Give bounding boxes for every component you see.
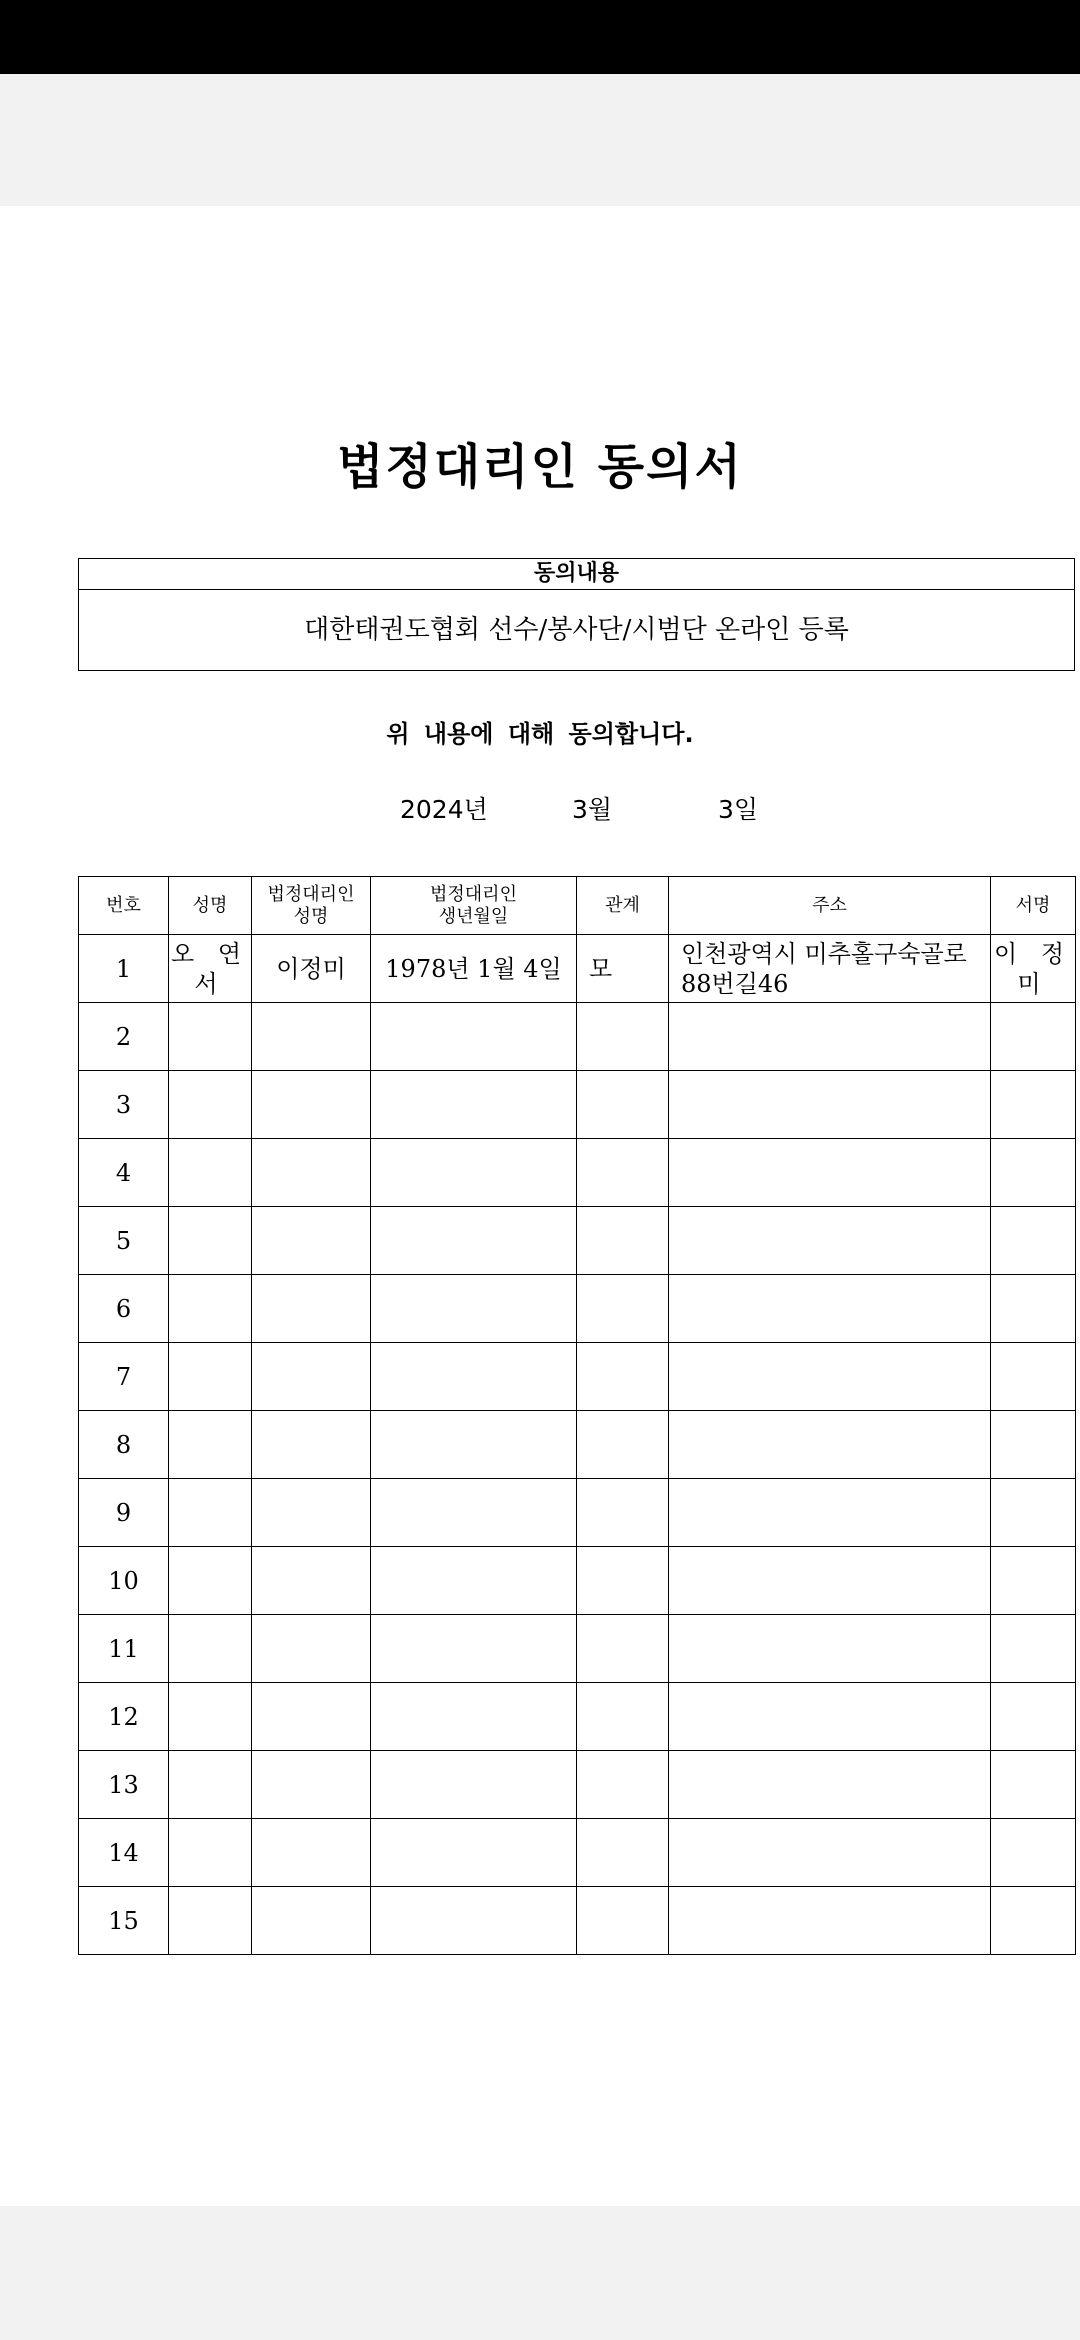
cell-address bbox=[669, 1615, 991, 1683]
cell-guardian-birth bbox=[371, 1751, 577, 1819]
cell-guardian-birth bbox=[371, 1275, 577, 1343]
cell-name bbox=[169, 1615, 252, 1683]
cell-relation bbox=[577, 1751, 669, 1819]
cell-name bbox=[169, 1819, 252, 1887]
table-row bbox=[79, 1207, 1076, 1275]
header-guardian-name-line2: 성명 bbox=[293, 905, 329, 927]
cell-guardian-birth bbox=[371, 1411, 577, 1479]
cell-relation bbox=[577, 1003, 669, 1071]
cell-no: 1 bbox=[79, 935, 169, 1003]
table-row bbox=[79, 1615, 1076, 1683]
cell-guardian-birth bbox=[371, 1819, 577, 1887]
cell-guardian-birth bbox=[371, 1139, 577, 1207]
cell-name bbox=[169, 1751, 252, 1819]
consent-text: 대한태권도협회 선수/봉사단/시범단 온라인 등록 bbox=[304, 615, 849, 645]
cell-no: 4 bbox=[79, 1139, 169, 1207]
cell-guardian-name bbox=[252, 1683, 371, 1751]
cell-guardian-birth bbox=[371, 1547, 577, 1615]
viewer-top-margin bbox=[0, 74, 1080, 206]
cell-relation bbox=[577, 1479, 669, 1547]
cell-guardian-name bbox=[252, 1139, 371, 1207]
consent-box bbox=[78, 558, 1075, 671]
header-no: 번호 bbox=[79, 877, 169, 935]
cell-guardian-name: 이정미 bbox=[252, 935, 371, 1003]
cell-guardian-birth bbox=[371, 1003, 577, 1071]
cell-name bbox=[169, 1683, 252, 1751]
table-row bbox=[79, 1887, 1076, 1955]
cell-name bbox=[169, 1275, 252, 1343]
cell-guardian-name bbox=[252, 1547, 371, 1615]
table-row bbox=[79, 1683, 1076, 1751]
cell-signature bbox=[991, 1003, 1076, 1071]
cell-relation bbox=[577, 1207, 669, 1275]
header-address: 주소 bbox=[669, 877, 991, 935]
header-guardian-name bbox=[252, 877, 371, 935]
cell-no: 15 bbox=[79, 1887, 169, 1955]
cell-name bbox=[169, 1343, 252, 1411]
cell-address bbox=[669, 1683, 991, 1751]
cell-relation bbox=[577, 1343, 669, 1411]
cell-relation bbox=[577, 1547, 669, 1615]
table-row bbox=[79, 1343, 1076, 1411]
cell-no: 12 bbox=[79, 1683, 169, 1751]
cell-address bbox=[669, 1887, 991, 1955]
cell-signature bbox=[991, 1411, 1076, 1479]
cell-guardian-name bbox=[252, 1411, 371, 1479]
cell-no: 8 bbox=[79, 1411, 169, 1479]
date-day: 3일 bbox=[718, 795, 759, 824]
cell-address bbox=[669, 1819, 991, 1887]
cell-guardian-birth bbox=[371, 1343, 577, 1411]
table-row bbox=[79, 1819, 1076, 1887]
date-month: 3월 bbox=[572, 795, 613, 824]
cell-signature bbox=[991, 1887, 1076, 1955]
cell-signature bbox=[991, 1751, 1076, 1819]
cell-guardian-birth bbox=[371, 1683, 577, 1751]
table-row bbox=[79, 1411, 1076, 1479]
header-guardian-birth bbox=[371, 877, 577, 935]
cell-guardian-name bbox=[252, 1343, 371, 1411]
registration-table bbox=[78, 876, 1076, 1955]
header-guardian-birth-line1: 법정대리인 bbox=[430, 883, 517, 905]
cell-guardian-name bbox=[252, 1751, 371, 1819]
cell-guardian-name bbox=[252, 1887, 371, 1955]
cell-address bbox=[669, 1547, 991, 1615]
cell-signature bbox=[991, 1207, 1076, 1275]
cell-address bbox=[669, 1275, 991, 1343]
cell-name bbox=[169, 1479, 252, 1547]
cell-signature bbox=[991, 1683, 1076, 1751]
cell-name: 오 연 서 bbox=[169, 935, 252, 1003]
cell-relation bbox=[577, 1819, 669, 1887]
cell-address bbox=[669, 1003, 991, 1071]
document-title: 법정대리인 동의서 bbox=[337, 439, 743, 495]
cell-signature bbox=[991, 1071, 1076, 1139]
cell-no: 9 bbox=[79, 1479, 169, 1547]
cell-signature bbox=[991, 1479, 1076, 1547]
cell-relation bbox=[577, 1071, 669, 1139]
cell-guardian-name bbox=[252, 1819, 371, 1887]
cell-guardian-name bbox=[252, 1207, 371, 1275]
table-row bbox=[79, 1139, 1076, 1207]
table-row bbox=[79, 1547, 1076, 1615]
cell-address bbox=[669, 1071, 991, 1139]
cell-name bbox=[169, 1887, 252, 1955]
cell-no: 13 bbox=[79, 1751, 169, 1819]
table-row bbox=[79, 1003, 1076, 1071]
cell-address bbox=[669, 1139, 991, 1207]
cell-signature: 이 정 미 bbox=[991, 935, 1076, 1003]
cell-name bbox=[169, 1411, 252, 1479]
table-row bbox=[79, 1479, 1076, 1547]
cell-no: 5 bbox=[79, 1207, 169, 1275]
header-guardian-birth-line2: 생년월일 bbox=[438, 905, 509, 927]
cell-guardian-birth bbox=[371, 1207, 577, 1275]
cell-address bbox=[669, 1751, 991, 1819]
cell-signature bbox=[991, 1819, 1076, 1887]
cell-guardian-name bbox=[252, 1003, 371, 1071]
cell-no: 7 bbox=[79, 1343, 169, 1411]
cell-no: 3 bbox=[79, 1071, 169, 1139]
cell-guardian-name bbox=[252, 1479, 371, 1547]
table-row bbox=[79, 1751, 1076, 1819]
cell-guardian-birth bbox=[371, 1615, 577, 1683]
cell-name bbox=[169, 1207, 252, 1275]
consent-header: 동의내용 bbox=[79, 559, 1074, 590]
cell-signature bbox=[991, 1275, 1076, 1343]
cell-address bbox=[669, 1479, 991, 1547]
status-bar bbox=[0, 0, 1080, 74]
header-signature: 서명 bbox=[991, 877, 1076, 935]
cell-relation: 모 bbox=[577, 935, 669, 1003]
cell-no: 2 bbox=[79, 1003, 169, 1071]
viewer-bottom-margin bbox=[0, 2206, 1080, 2340]
cell-signature bbox=[991, 1343, 1076, 1411]
cell-relation bbox=[577, 1615, 669, 1683]
cell-guardian-birth bbox=[371, 1479, 577, 1547]
table-row bbox=[79, 1275, 1076, 1343]
cell-guardian-name bbox=[252, 1275, 371, 1343]
cell-address bbox=[669, 1343, 991, 1411]
cell-name bbox=[169, 1003, 252, 1071]
header-guardian-name-line1: 법정대리인 bbox=[267, 883, 355, 905]
cell-no: 14 bbox=[79, 1819, 169, 1887]
cell-relation bbox=[577, 1275, 669, 1343]
date-year: 2024년 bbox=[400, 795, 488, 824]
cell-guardian-birth bbox=[371, 1887, 577, 1955]
cell-no: 11 bbox=[79, 1615, 169, 1683]
header-name: 성명 bbox=[169, 877, 252, 935]
table-row bbox=[79, 935, 1076, 1003]
cell-signature bbox=[991, 1139, 1076, 1207]
cell-address bbox=[669, 1207, 991, 1275]
cell-no: 6 bbox=[79, 1275, 169, 1343]
cell-guardian-name bbox=[252, 1071, 371, 1139]
cell-address: 인천광역시 미추홀구숙골로 88번길46 bbox=[669, 935, 991, 1003]
header-relation: 관계 bbox=[577, 877, 669, 935]
cell-no: 10 bbox=[79, 1547, 169, 1615]
cell-relation bbox=[577, 1887, 669, 1955]
cell-guardian-name bbox=[252, 1615, 371, 1683]
cell-signature bbox=[991, 1615, 1076, 1683]
cell-relation bbox=[577, 1139, 669, 1207]
cell-signature bbox=[991, 1547, 1076, 1615]
cell-name bbox=[169, 1547, 252, 1615]
cell-relation bbox=[577, 1683, 669, 1751]
cell-name bbox=[169, 1071, 252, 1139]
cell-guardian-birth: 1978년 1월 4일 bbox=[371, 935, 577, 1003]
table-header-row bbox=[79, 877, 1076, 935]
cell-address bbox=[669, 1411, 991, 1479]
cell-guardian-birth bbox=[371, 1071, 577, 1139]
cell-relation bbox=[577, 1411, 669, 1479]
agree-statement: 위 내용에 대해 동의합니다. bbox=[386, 720, 694, 748]
cell-name bbox=[169, 1139, 252, 1207]
table-row bbox=[79, 1071, 1076, 1139]
